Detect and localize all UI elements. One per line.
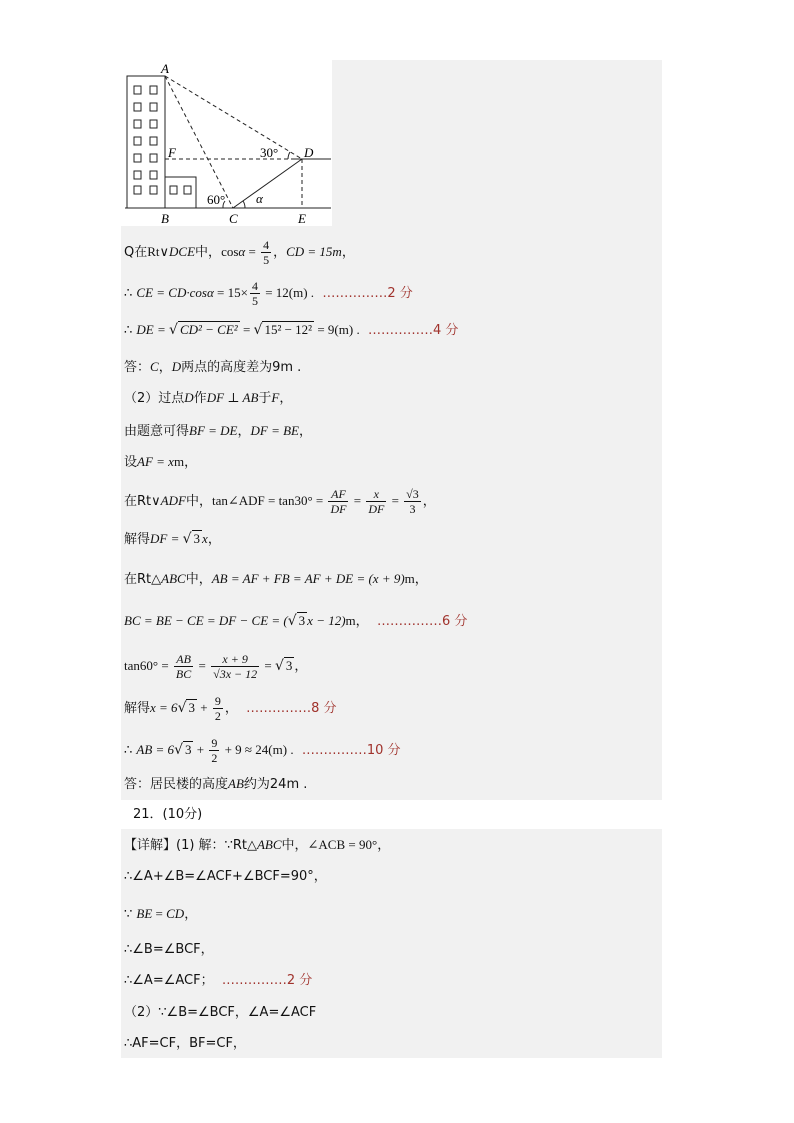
line-21: ∴∠A=∠ACF； ……………2 分 bbox=[124, 973, 313, 988]
line-6: 由题意可得BF = DE，DF = BE， bbox=[124, 423, 313, 439]
question-21-header: 21．(10分) bbox=[133, 807, 203, 822]
label-A: A bbox=[161, 61, 169, 76]
line-19: ∵ BE = CD， bbox=[124, 906, 198, 922]
label-F: F bbox=[168, 145, 176, 160]
line-18: ∴∠A+∠B=∠ACF+∠BCF=90°， bbox=[124, 869, 327, 884]
line-AC bbox=[165, 76, 233, 208]
score-marker: ……………2 分 bbox=[322, 286, 413, 301]
windows bbox=[134, 86, 191, 194]
score-marker: ……………8 分 bbox=[246, 701, 337, 716]
label-angle60: 60° bbox=[207, 192, 226, 207]
line-1: Q在Rt∨DCE中，cosα = $\frac{4}{5}$ ，CD = 15m， bbox=[124, 238, 355, 267]
line-CD bbox=[233, 159, 302, 208]
line-23: ∴AF=CF，BF=CF， bbox=[124, 1036, 246, 1051]
line-2: ∴ CE = CD·cosα = 15× $\frac{4}{5}$ = 12(m) . ……………2 分 bbox=[124, 279, 413, 308]
line-10: 在Rt△ABC中，AB = AF + FB = AF + DE = (x + 9)m， bbox=[124, 571, 428, 587]
line-9: 解得DF = √ 3 x， bbox=[124, 531, 221, 547]
score-marker: ……………2 分 bbox=[221, 973, 313, 988]
score-marker: ……………10 分 bbox=[301, 743, 401, 758]
line-13: 解得x = 6√ 3 + $\frac{9}{2}$ ， ……………8 分 bbox=[124, 694, 337, 723]
label-E: E bbox=[298, 211, 306, 226]
line-15: 答：居民楼的高度AB约为24m . bbox=[124, 776, 308, 792]
score-marker: ……………4 分 bbox=[367, 323, 459, 338]
score-marker: ……………6 分 bbox=[376, 614, 468, 629]
arc-30 bbox=[288, 152, 290, 159]
geometry-figure bbox=[121, 60, 332, 226]
line-8: 在Rt∨ADF中，tan∠ADF = tan30° = $\frac{AF}{DF}$ = $\frac{x}{DF}$ = $\frac{√3}{3}$ ， bbox=[124, 487, 436, 516]
arc-alpha bbox=[243, 201, 245, 208]
label-D: D bbox=[304, 145, 314, 160]
label-B: B bbox=[161, 211, 169, 226]
line-7: 设AF = xm， bbox=[124, 454, 198, 470]
label-angle30: 30° bbox=[260, 145, 279, 160]
line-4: 答：C，D两点的高度差为9m . bbox=[124, 359, 302, 375]
line-3: ∴ DE = √ CD² − CE² = √ 15² − 12² = 9(m) . ……………4 分 bbox=[124, 322, 459, 338]
line-5: （2）过点D作DF ⊥ AB于F， bbox=[124, 390, 293, 406]
line-11: BC = BE − CE = DF − CE = (√ 3 x − 12)m， ……………6 分 bbox=[124, 613, 468, 629]
label-C: C bbox=[229, 211, 238, 226]
building bbox=[127, 76, 165, 208]
label-alpha: α bbox=[256, 191, 263, 206]
line-17: 【详解】(1) 解：∵Rt△ABC中，∠ACB = 90°， bbox=[124, 837, 391, 853]
line-12: tan60° = $\frac{AB}{BC}$ = $\frac{x + 9}{√3x - 12}$ = √ 3 ， bbox=[124, 652, 308, 681]
line-22: （2）∵∠B=∠BCF，∠A=∠ACF bbox=[124, 1005, 317, 1020]
line-AD bbox=[165, 76, 302, 159]
line-14: ∴ AB = 6√ 3 + $\frac{9}{2}$ + 9 ≈ 24(m) . ……………10 分 bbox=[124, 736, 401, 765]
line-20: ∴∠B=∠BCF， bbox=[124, 942, 214, 957]
